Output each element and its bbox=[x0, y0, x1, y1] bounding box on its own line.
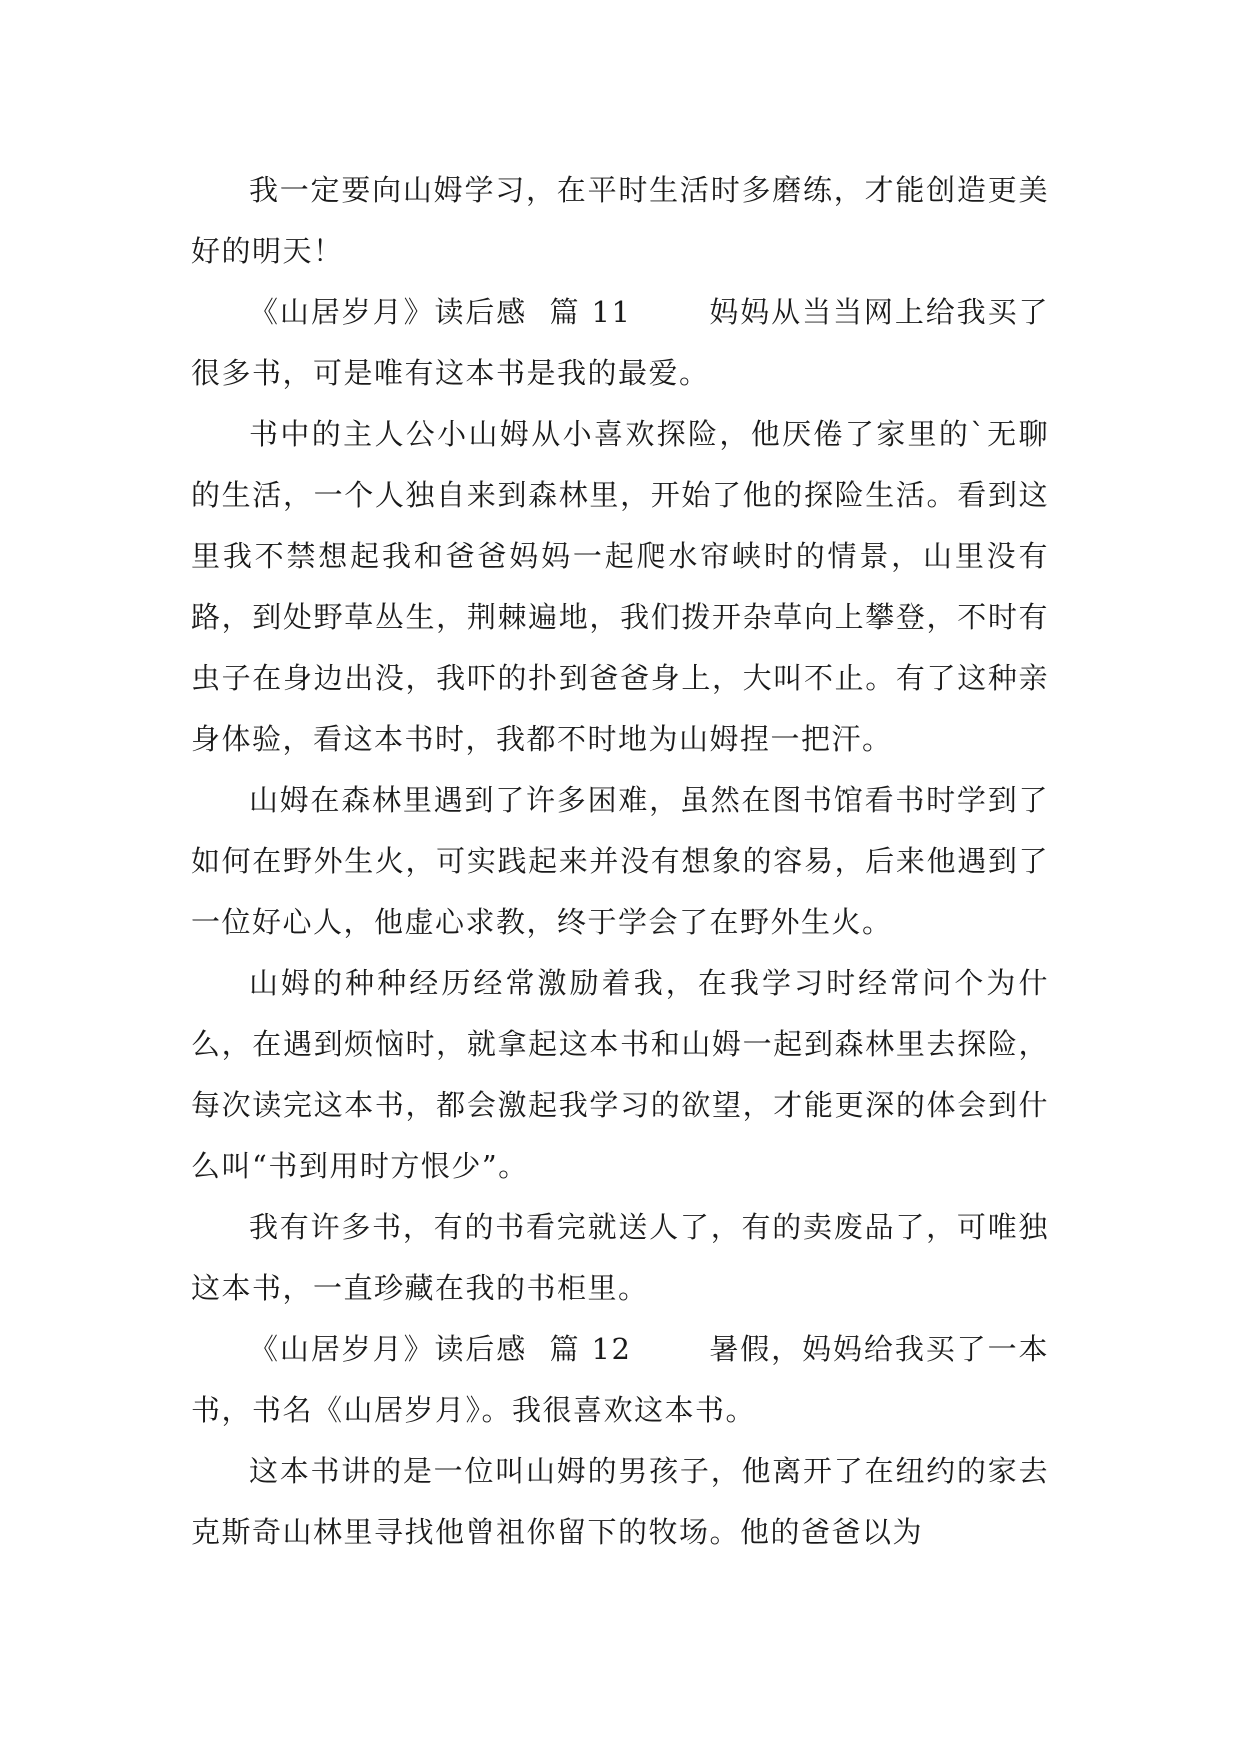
paragraph-4: 山姆在森林里遇到了许多困难，虽然在图书馆看书时学到了如何在野外生火，可实践起来并没有想象的容易，后来他遇到了一位好心人，他虚心求教，终于学会了在野外生火。 bbox=[191, 783, 1049, 939]
document-body bbox=[191, 160, 1049, 1563]
paragraph-3: 书中的主人公小山姆从小喜欢探险，他厌倦了家里的`无聊的生活，一个人独自来到森林里，开始了他的探险生活。看到这里我不禁想起我和爸爸妈妈一起爬水帘峡时的情景，山里没有路，到处野草丛生，荆棘遍地，我们拨开杂草向上攀登，不时有虫子在身边出没，我吓的扑到爸爸身上，大叫不止。有了这种亲身体验，看这本书时，我都不时地为山姆捏一把汗。 bbox=[191, 417, 1049, 756]
paragraph-2-essay-11-heading: 《山居岁月》读后感 篇 11 妈妈从当当网上给我买了很多书，可是唯有这本书是我的最爱。 bbox=[191, 295, 1049, 390]
paragraph-6: 我有许多书，有的书看完就送人了，有的卖废品了，可唯独这本书，一直珍藏在我的书柜里。 bbox=[191, 1210, 1049, 1305]
paragraph-7-essay-12-heading: 《山居岁月》读后感 篇 12 暑假，妈妈给我买了一本书，书名《山居岁月》。我很喜欢这本书。 bbox=[191, 1332, 1049, 1427]
paragraph-5: 山姆的种种经历经常激励着我，在我学习时经常问个为什么，在遇到烦恼时，就拿起这本书和山姆一起到森林里去探险，每次读完这本书，都会激起我学习的欲望，才能更深的体会到什么叫“书到用时方恨少”。 bbox=[191, 966, 1049, 1183]
paragraph-8: 这本书讲的是一位叫山姆的男孩子，他离开了在纽约的家去克斯奇山林里寻找他曾祖你留下的牧场。他的爸爸以为 bbox=[191, 1454, 1049, 1549]
paragraph-1: 我一定要向山姆学习，在平时生活时多磨练，才能创造更美好的明天！ bbox=[191, 173, 1049, 268]
